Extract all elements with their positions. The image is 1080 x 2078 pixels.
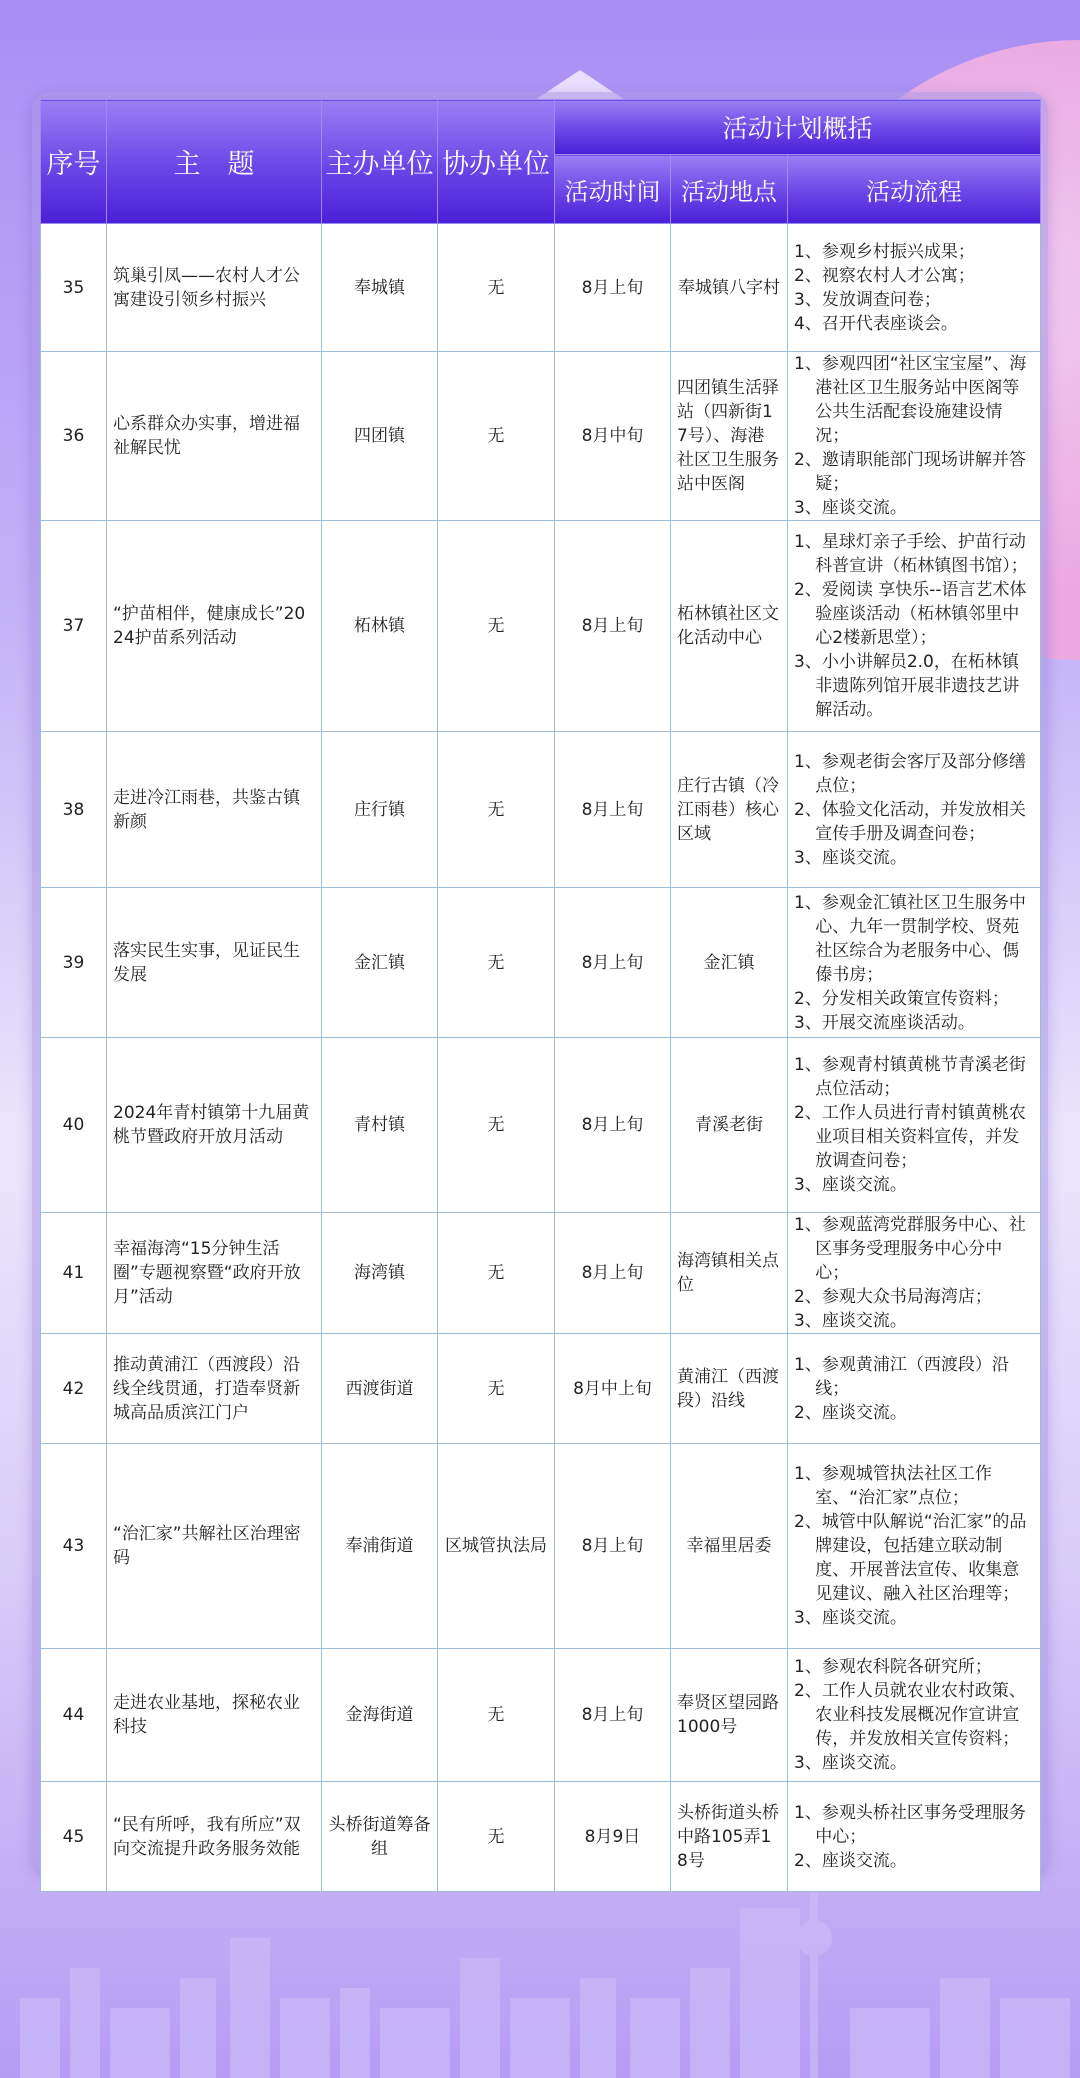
table-row [41,1213,1041,1334]
row-topic: 筑巢引凤——农村人才公寓建设引领乡村振兴 [107,224,322,352]
process-step: 1、参观老街会客厅及部分修缮点位； [794,751,1026,796]
row-co-host: 无 [438,1334,555,1444]
process-step: 2、邀请职能部门现场讲解并答疑； [794,450,1026,494]
row-topic: “治汇家”共解社区治理密码 [107,1444,322,1649]
row-time: 8月上旬 [555,732,671,888]
process-step: 3、座谈交流。 [794,1311,907,1331]
row-topic: 推动黄浦江（西渡段）沿线全线贯通，打造奉贤新城高品质滨江门户 [107,1334,322,1444]
activity-plan-table [40,99,1041,1892]
header-co-host: 协办单位 [438,100,555,224]
row-time: 8月中旬 [555,352,671,521]
row-place: 金汇镇 [671,888,788,1038]
process-step: 1、星球灯亲子手绘、护苗行动科普宣讲（柘林镇图书馆）； [794,532,1028,576]
header-no: 序号 [41,100,107,224]
header-time: 活动时间 [555,155,671,224]
process-step: 2、工作人员进行青村镇黄桃农业项目相关资料宣传，并发放调查问卷； [794,1103,1026,1171]
row-host: 金海街道 [322,1649,438,1782]
process-step: 1、参观金汇镇社区卫生服务中心、九年一贯制学校、贤苑社区综合为老服务中心、傌傣书房； [794,892,1026,985]
process-step: 3、发放调查问卷； [794,289,941,310]
row-time: 8月上旬 [555,888,671,1038]
row-host: 头桥街道筹备组 [322,1782,438,1892]
row-topic: 落实民生实事，见证民生发展 [107,888,322,1038]
header-process: 活动流程 [788,155,1041,224]
table-row [41,352,1041,521]
process-step: 3、座谈交流。 [794,847,907,868]
row-number: 36 [41,352,107,521]
table-row [41,732,1041,888]
process-step: 3、小小讲解员2.0，在柘林镇非遗陈列馆开展非遗技艺讲解活动。 [794,652,1020,720]
row-process [788,888,1041,1038]
table-row [41,1334,1041,1444]
row-process [788,732,1041,888]
row-host: 柘林镇 [322,521,438,732]
row-time: 8月上旬 [555,1038,671,1213]
row-number: 45 [41,1782,107,1892]
process-step: 2、体验文化活动，并发放相关宣传手册及调查问卷； [794,799,1026,844]
row-place: 青溪老街 [671,1038,788,1213]
row-topic: 走进冷江雨巷，共鉴古镇新颜 [107,732,322,888]
row-host: 金汇镇 [322,888,438,1038]
row-co-host: 无 [438,1038,555,1213]
row-number: 39 [41,888,107,1038]
row-time: 8月上旬 [555,224,671,352]
table-row [41,1782,1041,1892]
row-host: 奉城镇 [322,224,438,352]
row-number: 43 [41,1444,107,1649]
row-time: 8月9日 [555,1782,671,1892]
row-process [788,521,1041,732]
row-co-host: 无 [438,521,555,732]
row-host: 青村镇 [322,1038,438,1213]
row-place: 奉城镇八字村 [671,224,788,352]
row-time: 8月上旬 [555,1213,671,1334]
row-co-host: 无 [438,1782,555,1892]
table-row [41,1444,1041,1649]
row-topic: 2024年青村镇第十九届黄桃节暨政府开放月活动 [107,1038,322,1213]
process-step: 2、城管中队解说“治汇家”的品牌建设，包括建立联动制度、开展普法宣传、收集意见建议、融入社区治理等； [794,1512,1027,1604]
row-time: 8月中上旬 [555,1334,671,1444]
row-topic: “护苗相伴，健康成长”2024护苗系列活动 [107,521,322,732]
process-step: 2、爱阅读 享快乐--语言艺术体验座谈活动（柘林镇邻里中心2楼新思堂）； [794,580,1027,648]
row-time: 8月上旬 [555,1649,671,1782]
row-place: 柘林镇社区文化活动中心 [671,521,788,732]
row-co-host: 无 [438,732,555,888]
row-process [788,1213,1041,1334]
row-place: 幸福里居委 [671,1444,788,1649]
row-host: 海湾镇 [322,1213,438,1334]
row-time: 8月上旬 [555,521,671,732]
process-step: 2、座谈交流。 [794,1402,907,1423]
row-topic: 心系群众办实事，增进福祉解民忧 [107,352,322,521]
row-process [788,352,1041,521]
table-row [41,888,1041,1038]
header-place: 活动地点 [671,155,788,224]
process-step: 2、分发相关政策宣传资料； [794,988,1009,1009]
process-step: 3、座谈交流。 [794,498,907,518]
row-co-host: 无 [438,224,555,352]
row-process [788,1038,1041,1213]
process-step: 1、参观四团“社区宝宝屋”、海港社区卫生服务站中医阁等公共生活配套设施建设情况； [794,354,1027,446]
row-number: 35 [41,224,107,352]
row-topic: 走进农业基地，探秘农业科技 [107,1649,322,1782]
process-step: 1、参观蓝湾党群服务中心、社区事务受理服务中心分中心； [794,1215,1026,1283]
row-process [788,1444,1041,1649]
row-place: 奉贤区望园路1000号 [671,1649,788,1782]
row-co-host: 无 [438,352,555,521]
process-step: 3、开展交流座谈活动。 [794,1012,975,1033]
row-number: 41 [41,1213,107,1334]
row-process [788,1334,1041,1444]
process-step: 1、参观农科院各研究所； [794,1657,992,1677]
row-place: 庄行古镇（冷江雨巷）核心区域 [671,732,788,888]
process-step: 3、座谈交流。 [794,1608,907,1628]
row-number: 37 [41,521,107,732]
process-step: 2、视察农村人才公寓； [794,265,975,286]
row-number: 42 [41,1334,107,1444]
header-topic: 主 题 [107,100,322,224]
row-co-host: 无 [438,1213,555,1334]
row-number: 40 [41,1038,107,1213]
process-step: 1、参观黄浦江（西渡段）沿线； [794,1354,1009,1399]
row-number: 44 [41,1649,107,1782]
process-step: 2、座谈交流。 [794,1850,907,1871]
process-step: 1、参观青村镇黄桃节青溪老街点位活动； [794,1055,1026,1099]
row-place: 头桥街道头桥中路105弄18号 [671,1782,788,1892]
row-time: 8月上旬 [555,1444,671,1649]
row-co-host: 区城管执法局 [438,1444,555,1649]
process-step: 2、工作人员就农业农村政策、农业科技发展概况作宣讲宣传，并发放相关宣传资料； [794,1681,1026,1749]
process-step: 1、参观头桥社区事务受理服务中心； [794,1802,1026,1847]
process-step: 1、参观城管执法社区工作室、“治汇家”点位； [794,1464,992,1508]
process-step: 3、座谈交流。 [794,1753,907,1773]
row-host: 奉浦街道 [322,1444,438,1649]
row-topic: 幸福海湾“15分钟生活圈”专题视察暨“政府开放月”活动 [107,1213,322,1334]
row-place: 海湾镇相关点位 [671,1213,788,1334]
process-step: 4、召开代表座谈会。 [794,313,958,334]
table-row [41,1649,1041,1782]
row-place: 四团镇生活驿站（四新街17号）、海港社区卫生服务站中医阁 [671,352,788,521]
row-place: 黄浦江（西渡段）沿线 [671,1334,788,1444]
row-host: 西渡街道 [322,1334,438,1444]
row-process [788,224,1041,352]
header-summary: 活动计划概括 [555,100,1041,155]
process-step: 2、参观大众书局海湾店； [794,1287,992,1307]
row-co-host: 无 [438,888,555,1038]
process-step: 1、参观乡村振兴成果； [794,241,975,262]
row-topic: “民有所呼，我有所应”双向交流提升政务服务效能 [107,1782,322,1892]
row-process [788,1649,1041,1782]
row-host: 庄行镇 [322,732,438,888]
row-host: 四团镇 [322,352,438,521]
table-row [41,521,1041,732]
table-row [41,1038,1041,1213]
process-step: 3、座谈交流。 [794,1175,907,1195]
header-host: 主办单位 [322,100,438,224]
table-row [41,224,1041,352]
row-process [788,1782,1041,1892]
row-co-host: 无 [438,1649,555,1782]
row-number: 38 [41,732,107,888]
